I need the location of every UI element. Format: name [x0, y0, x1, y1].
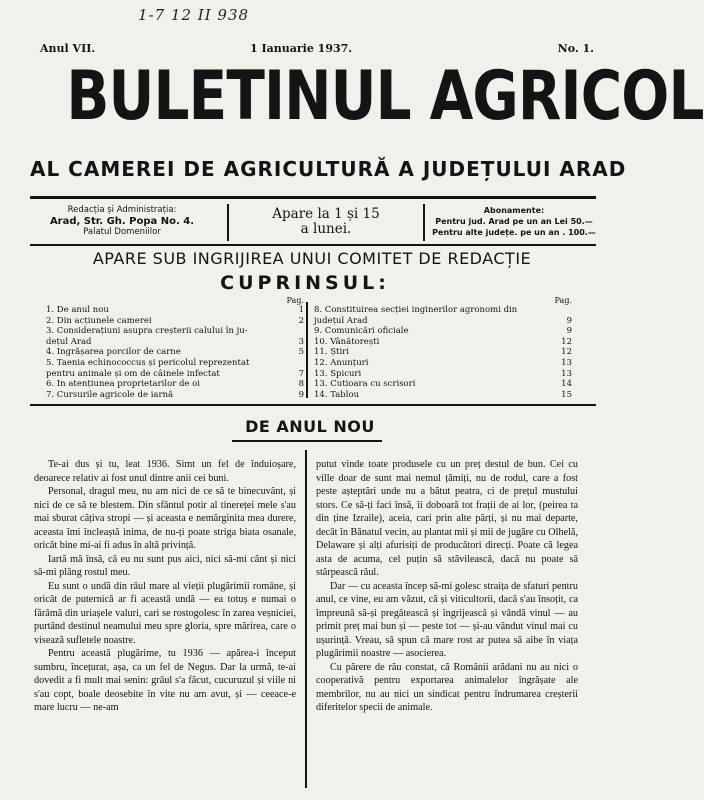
subscription-title: Abonamente:: [483, 206, 545, 215]
contents-item: 13. Cutioara cu scrisori 14: [314, 379, 572, 390]
contents-page-label: Pag.: [286, 296, 304, 305]
committee-line: APARE SUB INGRIJIREA UNUI COMITET DE REDACȚIE: [92, 249, 532, 268]
frequency-line-1: Apare la 1 și 15: [272, 206, 380, 222]
contents-left-column: [46, 296, 304, 400]
contents-page-label: Pag.: [554, 296, 572, 305]
contents-item: 3. Considerațiuni asupra creșterii calului în ju-: [46, 326, 248, 337]
article-paragraph: Pentru această plugărime, tu 1936 — apărea-i început sumbru, încețurat, așa, ca un fel de Negus. Dar la urmă, te-ai dovedit a fi mult mai senin: grâul s'a făcut, cucuruzul și viile ni s'au copt, boale deosebite în vite nu am avut, și — ceeace-e mare lucru — ne-am: [34, 648, 296, 713]
frequency-line-2: a lunei.: [300, 221, 352, 237]
info-box: [30, 202, 596, 246]
contents-item: 10. Vânătorești 12: [314, 336, 572, 347]
contents-item: pentru animale și om de câinele infectat 7: [46, 368, 304, 379]
contents-right-column: [314, 296, 572, 400]
editorial-address: Arad, Str. Gh. Popa No. 4.: [49, 216, 195, 227]
editorial-label: Redacția și Administrația:: [67, 205, 177, 215]
title-underline: [232, 440, 382, 442]
contents-item: 6. In atențiunea proprietarilor de oi 8: [46, 379, 304, 390]
subscription-other: Pentru alte județe. pe un an . 100.—: [432, 228, 596, 237]
article-paragraph: putut vinde toate produsele cu un preț destul de bun. Cei cu ville doar de sunt mai nemul țămiți, nu de rodul, care a fost peste așteptări unde nu a bătut peatra, ci de prețul mustului stors. Ce să-ți faci însă, îi doboară tot frații de ai lor, (peirea ta din ține Izraile), aceia, cari prin alte părți, și nu mai departe, decât în Bănatul vecin, au plantat mii și mii de jugăre cu Olhelă, Delaware și alți afurisiți de producători direcți. Poate că legea asta de acuma, cel puțin să stăvilească, dacă nu poate să stârpească răul.: [316, 459, 578, 578]
contents-item: 13. Spicuri 13: [314, 368, 572, 379]
article-paragraph: Cu părere de rău constat, că Românii arădani nu au nici o cooperativă pentru exportarea animalelor îngrășate ale membrilor, nu au nici un sindicat pentru îndrumarea creșterii diferitelor specii de animale.: [316, 661, 578, 713]
contents-item: 5. Taenia echinococcus și pericolul reprezentat: [46, 357, 250, 368]
editorial-building: Palatul Domeniilor: [83, 227, 161, 237]
issue-year: Anul VII.: [40, 42, 96, 55]
issue-number: No. 1.: [557, 42, 594, 55]
contents-item: 14. Tablou 15: [314, 389, 572, 400]
contents-item: 2. Din acțiunele camerei 2: [46, 315, 304, 326]
contents-item: județul Arad 9: [314, 315, 572, 326]
handwritten-note: 1-7 12 II 938: [138, 6, 250, 24]
contents-item: dețul Arad 3: [46, 336, 304, 347]
article-paragraph: Te-ai dus și tu, leat 1936. Simt un fel de înduioșare, deoarece relativ ai fost unul dintre anii cei buni.: [34, 459, 296, 484]
article-right-column: [316, 458, 578, 715]
publication-subtitle: AL CAMEREI DE AGRICULTURĂ A JUDEȚULUI ARAD: [30, 157, 627, 181]
issue-header: [40, 42, 594, 56]
top-rule: [30, 196, 596, 199]
editorial-office: [30, 205, 214, 238]
subscriptions: [432, 205, 596, 238]
frequency-box: [227, 204, 425, 241]
article-paragraph: Dar — cu aceasta încep să-mi golesc straița de sfaturi pentru anul, ce vine, eu am văzut, că și viticultorii, dacă s'au însoțit, ca împreună să-și pregătească și îngrijească și vândă vinul — au primit preț mai bun și — peste tot — și-au vândut vinul mai cu ușurință. Vreau, să spun că mare rost ar putea să aibe în viața plugărimii noastre — asocierea.: [316, 580, 578, 659]
article-paragraph: Personal, dragul meu, nu am nici de ce să te binecuvânt, și nici de ce să te blestem. Din sfântul potir al tinereței mele s'au mai sburat câțiva stropi — și aceasta e nemărginita mea durere, aceasta îmi încleaștă inima, de nu-ți poate striga biata osanale, oricât bine mi-ai fi adus în altă privință.: [34, 486, 296, 551]
contents-bottom-rule: [30, 404, 596, 406]
info-bottom-rule: [30, 244, 596, 246]
contents-title: CUPRINSUL:: [220, 272, 390, 294]
contents-item: 9. Comunicări oficiale 9: [314, 326, 572, 337]
contents-item: 7. Cursurile agricole de iarnă 9: [46, 389, 304, 400]
contents-item: 1. De anul nou 1: [46, 305, 304, 315]
article-left-column: [34, 458, 296, 715]
issue-date: 1 Ianuarie 1937.: [250, 42, 353, 55]
article-paragraph: Iartă mă însă, că eu nu sunt pus aici, nici să-mi cânt și nici să-mi plâng rostul meu.: [34, 553, 296, 578]
contents-item: 11. Știri 12: [314, 347, 572, 358]
article-title: DE ANUL NOU: [245, 417, 375, 436]
article-paragraph: Eu sunt o undă din râul mare al vieții plugărimii române, și oricât de puternică ar fi aceastâ undă — ea totuș e numai o fărâmă din uriașele valuri, cari se rostogolesc în zarea veșniciei, purtând destinul neamului meu spre gloria, spre mărirea, care o visează sufletele noastre.: [34, 580, 296, 646]
contents-item: 4. Ingrășarea porcilor de carne 5: [46, 347, 304, 358]
subscription-arad: Pentru jud. Arad pe un an Lei 50.—: [435, 217, 593, 226]
contents-item: 8. Constituirea secției inginerilor agronomi din: [314, 305, 518, 315]
masthead-title: BULETINUL AGRICOL: [66, 57, 704, 136]
contents-item: 12. Anunțuri 13: [314, 357, 572, 368]
contents-divider: [306, 302, 308, 398]
column-divider: [305, 450, 307, 788]
